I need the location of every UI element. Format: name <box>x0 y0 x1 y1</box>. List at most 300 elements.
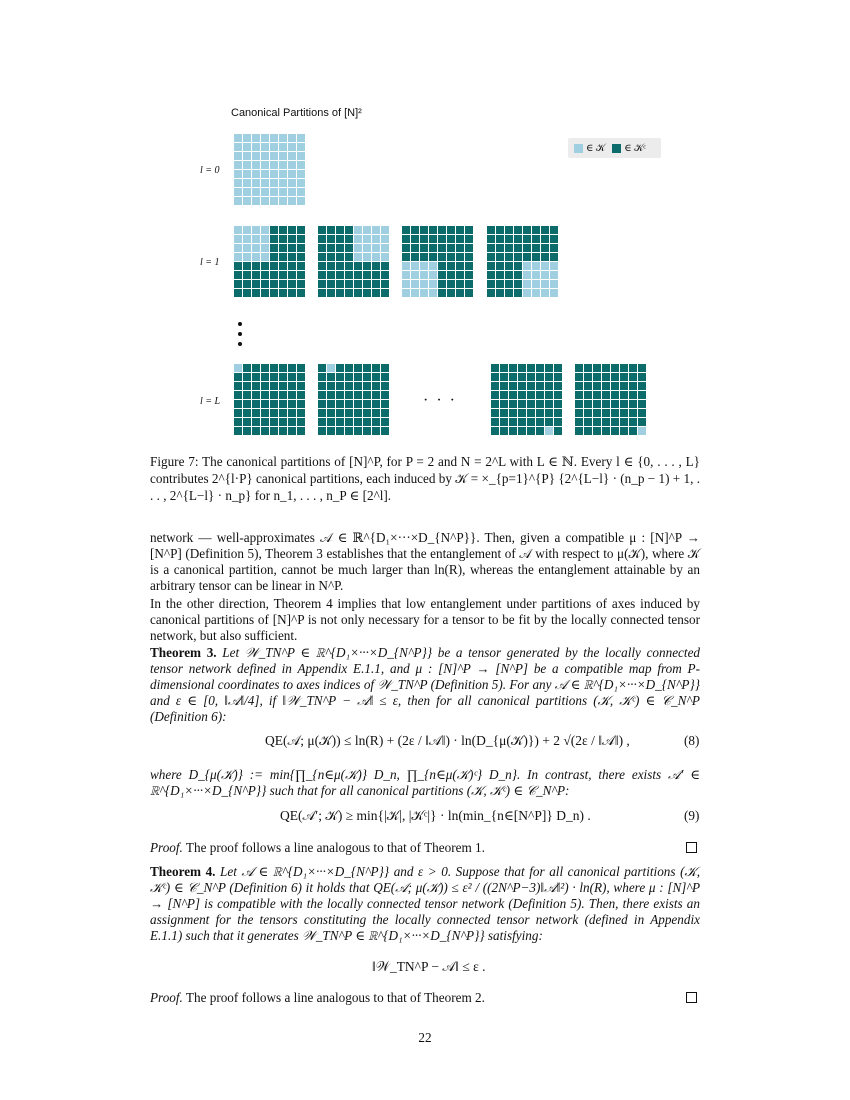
equation-8-number: (8) <box>684 733 700 748</box>
grid-cell-k <box>279 161 287 169</box>
row-label-l1: l = 1 <box>200 257 220 268</box>
grid-cell-k <box>243 253 251 261</box>
grid-cell-kc <box>496 244 504 252</box>
grid-cell-kc <box>465 235 473 243</box>
paragraph-2: In the other direction, Theorem 4 implies that low entanglement under partitions of axes induced by canonical partitions of [N]^P is not only necessary for a tensor to be fit by the locally connected tensor network, but also sufficient. <box>150 596 700 643</box>
grid-cell-k <box>354 253 362 261</box>
grid-cell-kc <box>602 418 610 426</box>
grid-cell-k <box>243 152 251 160</box>
grid-cell-kc <box>345 280 353 288</box>
grid-cell-kc <box>270 364 278 372</box>
grid-cell-kc <box>297 289 305 297</box>
grid-cell-kc <box>354 289 362 297</box>
grid-cell-k <box>381 244 389 252</box>
grid-cell-kc <box>354 373 362 381</box>
partition-grid <box>575 364 646 435</box>
grid-cell-kc <box>234 400 242 408</box>
grid-cell-kc <box>420 226 428 234</box>
grid-cell-kc <box>456 271 464 279</box>
grid-cell-kc <box>602 391 610 399</box>
grid-cell-k <box>523 280 531 288</box>
grid-cell-k <box>297 170 305 178</box>
grid-cell-kc <box>620 427 628 435</box>
grid-cell-kc <box>327 244 335 252</box>
grid-cell-kc <box>243 280 251 288</box>
grid-cell-kc <box>252 427 260 435</box>
grid-cell-kc <box>554 418 562 426</box>
grid-cell-kc <box>527 427 535 435</box>
grid-cell-kc <box>327 373 335 381</box>
grid-cell-kc <box>336 391 344 399</box>
grid-cell-k <box>243 188 251 196</box>
proof-4 <box>150 990 700 1006</box>
grid-cell-kc <box>532 235 540 243</box>
grid-cell-kc <box>279 235 287 243</box>
proof-3-label: Proof. <box>150 840 183 855</box>
grid-cell-kc <box>518 409 526 417</box>
grid-cell-kc <box>270 289 278 297</box>
grid-cell-kc <box>288 244 296 252</box>
grid-cell-kc <box>496 235 504 243</box>
grid-cell-kc <box>456 280 464 288</box>
grid-cell-kc <box>345 271 353 279</box>
grid-cell-kc <box>243 373 251 381</box>
grid-cell-kc <box>500 418 508 426</box>
grid-cell-k <box>550 271 558 279</box>
grid-cell-k <box>234 364 242 372</box>
grid-cell-kc <box>261 382 269 390</box>
grid-cell-kc <box>620 391 628 399</box>
grid-cell-kc <box>602 364 610 372</box>
grid-cell-kc <box>234 271 242 279</box>
vertical-dot <box>238 342 242 346</box>
theorem-4-text: Let 𝒜 ∈ ℝ^{D₁×···×D_{N^P}} and ε > 0. Suppose that for all canonical partitions (𝒦, 𝒦ᶜ) ∈ 𝒞_N^P (Definition 6) it holds that QE(𝒜; μ(𝒦)) ≤ ε² / ((2N^P−3)‖𝒜‖²) · ln(R), where μ : [N]^P → [N^P] is compatible with the locally connected tensor network (Definition 5). Then, there exists an assignment for the tensors constituting the locally connected tensor network (defined in Appendix E.1.1) such that it generates 𝒲_TN^P ∈ ℝ^{D₁×···×D_{N^P}} satisfying: <box>150 864 701 943</box>
grid-cell-kc <box>509 382 517 390</box>
grid-cell-kc <box>288 409 296 417</box>
grid-cell-kc <box>345 289 353 297</box>
grid-cell-k <box>234 197 242 205</box>
grid-cell-k <box>541 262 549 270</box>
grid-cell-kc <box>575 382 583 390</box>
grid-cell-kc <box>487 253 495 261</box>
grid-cell-kc <box>500 364 508 372</box>
grid-cell-kc <box>318 382 326 390</box>
grid-cell-k <box>297 197 305 205</box>
grid-cell-k <box>381 253 389 261</box>
grid-cell-kc <box>297 391 305 399</box>
theorem-3-continuation: where D_{μ(𝒦)} := min{∏_{n∈μ(𝒦)} D_n, ∏_{n∈μ(𝒦)ᶜ} D_n}. In contrast, there exists 𝒜′ ∈ ℝ^{D₁×···×D_{N^P}} such that for all canonical partitions (𝒦, 𝒦ᶜ) ∈ 𝒞_N^P: <box>150 767 700 798</box>
grid-cell-kc <box>279 391 287 399</box>
grid-cell-k <box>234 143 242 151</box>
grid-cell-kc <box>629 400 637 408</box>
grid-cell-kc <box>318 427 326 435</box>
grid-cell-kc <box>336 418 344 426</box>
grid-cell-kc <box>456 262 464 270</box>
grid-cell-kc <box>297 373 305 381</box>
grid-cell-kc <box>584 391 592 399</box>
grid-cell-kc <box>620 409 628 417</box>
grid-cell-k <box>545 427 553 435</box>
grid-cell-kc <box>270 235 278 243</box>
grid-cell-kc <box>602 400 610 408</box>
grid-cell-kc <box>518 373 526 381</box>
grid-cell-k <box>523 262 531 270</box>
grid-cell-kc <box>465 289 473 297</box>
grid-cell-kc <box>336 244 344 252</box>
grid-cell-kc <box>345 400 353 408</box>
grid-cell-kc <box>500 409 508 417</box>
grid-cell-kc <box>279 289 287 297</box>
partition-grid <box>318 364 389 435</box>
grid-cell-kc <box>514 289 522 297</box>
grid-cell-kc <box>243 391 251 399</box>
grid-cell-kc <box>354 262 362 270</box>
grid-cell-kc <box>336 271 344 279</box>
grid-cell-kc <box>381 364 389 372</box>
grid-cell-kc <box>234 280 242 288</box>
grid-cell-kc <box>491 382 499 390</box>
grid-cell-kc <box>261 373 269 381</box>
grid-cell-kc <box>554 373 562 381</box>
grid-cell-kc <box>496 226 504 234</box>
grid-cell-kc <box>270 373 278 381</box>
grid-cell-kc <box>429 235 437 243</box>
grid-cell-kc <box>611 373 619 381</box>
grid-cell-kc <box>252 400 260 408</box>
grid-cell-kc <box>297 226 305 234</box>
grid-cell-kc <box>252 271 260 279</box>
figure-title: Canonical Partitions of [N]² <box>231 107 362 119</box>
theorem-3-text: Let 𝒲_TN^P ∈ ℝ^{D₁×···×D_{N^P}} be a tensor generated by the locally connected tensor network defined in Appendix E.1.1, and μ : [N]^P → [N^P] be a compatible map from P-dimensional coordinates to axes indices of 𝒲_TN^P (Definition 5). For any 𝒜 ∈ ℝ^{D₁×···×D_{N^P}} and ε ∈ [0, ‖𝒜‖/4], if ‖𝒲_TN^P − 𝒜‖ ≤ ε, then for all canonical partitions (𝒦, 𝒦ᶜ) ∈ 𝒞_N^P (Definition 6): <box>150 645 701 724</box>
grid-cell-kc <box>336 253 344 261</box>
grid-cell-kc <box>593 400 601 408</box>
grid-cell-kc <box>638 418 646 426</box>
grid-cell-kc <box>509 418 517 426</box>
grid-cell-kc <box>527 418 535 426</box>
grid-cell-kc <box>372 364 380 372</box>
grid-cell-k <box>234 188 242 196</box>
grid-cell-k <box>234 170 242 178</box>
grid-cell-kc <box>345 253 353 261</box>
grid-cell-kc <box>518 400 526 408</box>
grid-cell-kc <box>620 418 628 426</box>
grid-cell-kc <box>327 427 335 435</box>
grid-cell-kc <box>318 364 326 372</box>
grid-cell-kc <box>363 400 371 408</box>
grid-cell-kc <box>447 280 455 288</box>
grid-cell-kc <box>593 382 601 390</box>
grid-cell-k <box>363 244 371 252</box>
grid-cell-kc <box>279 409 287 417</box>
grid-cell-kc <box>381 382 389 390</box>
grid-cell-kc <box>327 382 335 390</box>
grid-cell-kc <box>509 364 517 372</box>
grid-cell-kc <box>602 409 610 417</box>
grid-cell-kc <box>270 271 278 279</box>
grid-cell-k <box>402 262 410 270</box>
grid-cell-k <box>234 179 242 187</box>
grid-cell-kc <box>318 226 326 234</box>
grid-cell-kc <box>261 409 269 417</box>
grid-cell-kc <box>496 253 504 261</box>
grid-cell-k <box>297 152 305 160</box>
grid-cell-kc <box>318 262 326 270</box>
grid-cell-k <box>402 280 410 288</box>
grid-cell-k <box>243 170 251 178</box>
grid-cell-kc <box>514 244 522 252</box>
grid-cell-kc <box>575 400 583 408</box>
grid-cell-k <box>261 170 269 178</box>
grid-cell-kc <box>363 391 371 399</box>
qed-box <box>686 992 697 1003</box>
grid-cell-kc <box>611 382 619 390</box>
grid-cell-k <box>550 280 558 288</box>
grid-cell-kc <box>505 244 513 252</box>
grid-cell-kc <box>536 382 544 390</box>
grid-cell-kc <box>318 418 326 426</box>
grid-cell-kc <box>523 235 531 243</box>
grid-cell-kc <box>345 364 353 372</box>
grid-cell-kc <box>550 235 558 243</box>
grid-cell-kc <box>288 289 296 297</box>
grid-cell-kc <box>545 409 553 417</box>
grid-cell-kc <box>363 262 371 270</box>
grid-cell-kc <box>447 253 455 261</box>
partition-grid <box>318 226 389 297</box>
grid-cell-kc <box>234 427 242 435</box>
grid-cell-kc <box>536 418 544 426</box>
grid-cell-k <box>261 197 269 205</box>
grid-cell-k <box>243 244 251 252</box>
grid-cell-kc <box>270 226 278 234</box>
grid-cell-k <box>411 280 419 288</box>
grid-cell-kc <box>602 427 610 435</box>
grid-cell-kc <box>505 226 513 234</box>
grid-cell-kc <box>354 418 362 426</box>
grid-cell-kc <box>381 271 389 279</box>
grid-cell-kc <box>447 271 455 279</box>
grid-cell-kc <box>465 226 473 234</box>
grid-cell-kc <box>496 271 504 279</box>
grid-cell-kc <box>234 289 242 297</box>
grid-cell-kc <box>550 226 558 234</box>
grid-cell-kc <box>536 373 544 381</box>
grid-cell-k <box>297 134 305 142</box>
legend-label-kc: ∈ 𝒦ᶜ <box>624 142 646 154</box>
grid-cell-kc <box>288 364 296 372</box>
grid-cell-kc <box>234 262 242 270</box>
grid-cell-kc <box>279 364 287 372</box>
grid-cell-kc <box>629 373 637 381</box>
grid-cell-kc <box>243 382 251 390</box>
grid-cell-kc <box>327 271 335 279</box>
grid-cell-k <box>288 134 296 142</box>
theorem-3-label: Theorem 3. <box>150 645 217 660</box>
grid-cell-k <box>363 253 371 261</box>
grid-cell-kc <box>536 400 544 408</box>
grid-cell-kc <box>541 235 549 243</box>
grid-cell-kc <box>411 235 419 243</box>
grid-cell-kc <box>318 409 326 417</box>
grid-cell-k <box>541 280 549 288</box>
grid-cell-kc <box>288 271 296 279</box>
grid-cell-kc <box>288 235 296 243</box>
grid-cell-kc <box>487 262 495 270</box>
grid-cell-kc <box>465 253 473 261</box>
grid-cell-kc <box>354 271 362 279</box>
grid-cell-k <box>252 235 260 243</box>
grid-cell-k <box>420 262 428 270</box>
grid-cell-k <box>541 289 549 297</box>
proof-4-label: Proof. <box>150 990 183 1005</box>
grid-cell-kc <box>438 289 446 297</box>
grid-cell-k <box>261 188 269 196</box>
grid-cell-kc <box>554 427 562 435</box>
grid-cell-kc <box>243 400 251 408</box>
equation-9-number: (9) <box>684 808 700 823</box>
grid-cell-kc <box>345 262 353 270</box>
grid-cell-kc <box>288 373 296 381</box>
grid-cell-kc <box>354 409 362 417</box>
grid-cell-k <box>252 244 260 252</box>
grid-cell-kc <box>518 364 526 372</box>
grid-cell-kc <box>438 271 446 279</box>
grid-cell-kc <box>372 289 380 297</box>
grid-cell-k <box>429 289 437 297</box>
grid-cell-kc <box>327 235 335 243</box>
grid-cell-kc <box>487 271 495 279</box>
grid-cell-kc <box>345 226 353 234</box>
grid-cell-kc <box>363 427 371 435</box>
grid-cell-kc <box>514 235 522 243</box>
grid-cell-k <box>523 289 531 297</box>
grid-cell-kc <box>363 418 371 426</box>
grid-cell-kc <box>261 418 269 426</box>
grid-cell-kc <box>554 391 562 399</box>
grid-cell-kc <box>363 364 371 372</box>
grid-cell-kc <box>354 364 362 372</box>
legend-label-k: ∈ 𝒦 <box>586 142 606 154</box>
grid-cell-kc <box>545 418 553 426</box>
grid-cell-kc <box>297 400 305 408</box>
grid-cell-kc <box>402 253 410 261</box>
grid-cell-k <box>270 188 278 196</box>
grid-cell-k <box>327 364 335 372</box>
grid-cell-kc <box>536 391 544 399</box>
grid-cell-kc <box>611 364 619 372</box>
grid-cell-kc <box>279 271 287 279</box>
grid-cell-kc <box>270 427 278 435</box>
grid-cell-kc <box>536 409 544 417</box>
grid-cell-kc <box>261 289 269 297</box>
grid-cell-kc <box>327 289 335 297</box>
grid-cell-k <box>252 179 260 187</box>
grid-cell-k <box>243 226 251 234</box>
grid-cell-kc <box>279 382 287 390</box>
grid-cell-kc <box>270 391 278 399</box>
grid-cell-k <box>270 134 278 142</box>
grid-cell-kc <box>318 253 326 261</box>
grid-cell-kc <box>261 391 269 399</box>
grid-cell-kc <box>243 262 251 270</box>
grid-cell-kc <box>336 409 344 417</box>
grid-cell-kc <box>500 382 508 390</box>
grid-cell-kc <box>505 271 513 279</box>
grid-cell-k <box>411 262 419 270</box>
grid-cell-kc <box>491 373 499 381</box>
vertical-dot <box>238 322 242 326</box>
grid-cell-kc <box>584 418 592 426</box>
proof-4-text: The proof follows a line analogous to that of Theorem 2. <box>185 990 485 1005</box>
grid-cell-kc <box>532 226 540 234</box>
grid-cell-kc <box>297 271 305 279</box>
grid-cell-k <box>420 280 428 288</box>
grid-cell-k <box>288 161 296 169</box>
partition-grid <box>234 226 305 297</box>
grid-cell-kc <box>575 391 583 399</box>
grid-cell-kc <box>381 373 389 381</box>
theorem-4-label: Theorem 4. <box>150 864 216 879</box>
grid-cell-kc <box>611 427 619 435</box>
grid-cell-kc <box>372 400 380 408</box>
grid-cell-kc <box>487 235 495 243</box>
grid-cell-k <box>550 262 558 270</box>
qed-box <box>686 842 697 853</box>
grid-cell-kc <box>234 382 242 390</box>
grid-cell-kc <box>354 400 362 408</box>
grid-cell-kc <box>465 271 473 279</box>
grid-cell-kc <box>602 382 610 390</box>
grid-cell-kc <box>554 409 562 417</box>
grid-cell-kc <box>318 271 326 279</box>
grid-cell-k <box>288 197 296 205</box>
grid-cell-kc <box>545 373 553 381</box>
grid-cell-kc <box>234 418 242 426</box>
row-label-l0: l = 0 <box>200 165 220 176</box>
grid-cell-k <box>243 134 251 142</box>
grid-cell-kc <box>279 400 287 408</box>
grid-cell-kc <box>270 244 278 252</box>
grid-cell-kc <box>234 409 242 417</box>
grid-cell-kc <box>611 418 619 426</box>
grid-cell-k <box>234 226 242 234</box>
grid-cell-kc <box>518 418 526 426</box>
grid-cell-kc <box>345 391 353 399</box>
grid-cell-kc <box>261 400 269 408</box>
grid-cell-kc <box>629 391 637 399</box>
grid-cell-kc <box>252 391 260 399</box>
grid-cell-kc <box>336 235 344 243</box>
grid-cell-k <box>363 235 371 243</box>
grid-cell-kc <box>297 382 305 390</box>
grid-cell-k <box>261 226 269 234</box>
grid-cell-kc <box>243 418 251 426</box>
grid-cell-k <box>234 235 242 243</box>
grid-cell-kc <box>545 382 553 390</box>
grid-cell-kc <box>438 253 446 261</box>
grid-cell-kc <box>593 364 601 372</box>
grid-cell-kc <box>514 262 522 270</box>
grid-cell-kc <box>270 400 278 408</box>
grid-cell-kc <box>372 391 380 399</box>
grid-cell-kc <box>261 280 269 288</box>
grid-cell-kc <box>261 427 269 435</box>
grid-cell-k <box>270 152 278 160</box>
grid-cell-kc <box>593 427 601 435</box>
grid-cell-kc <box>518 391 526 399</box>
grid-cell-kc <box>345 382 353 390</box>
grid-cell-kc <box>420 253 428 261</box>
